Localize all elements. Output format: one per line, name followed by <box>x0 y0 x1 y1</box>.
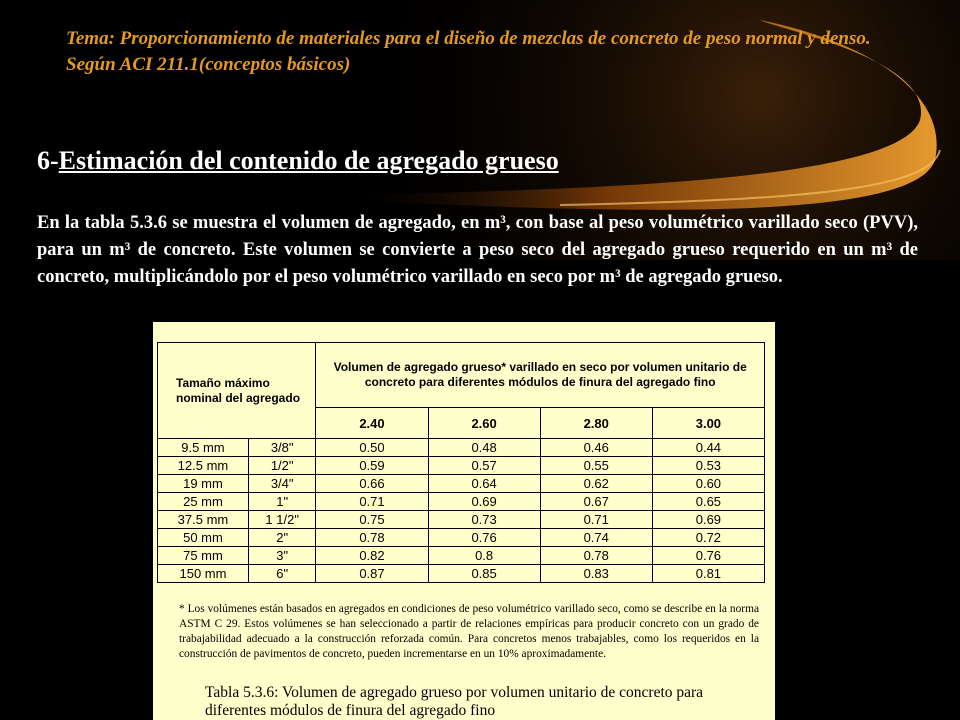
topic-title: Tema: Proporcionamiento de materiales para el diseño de mezclas de concreto de peso normal y denso. Según ACI 211.1(conceptos básicos) <box>66 28 871 75</box>
cell-value: 0.69 <box>652 511 764 529</box>
cell-value: 0.55 <box>540 457 652 475</box>
table-row <box>158 439 765 457</box>
header-aggregate-size: Tamaño máximo nominal del agregado <box>158 343 316 439</box>
section-title: Estimación del contenido de agregado grueso <box>58 146 559 175</box>
cell-value: 0.76 <box>652 547 764 565</box>
cell-size-inch: 6" <box>248 565 315 583</box>
cell-value: 0.72 <box>652 529 764 547</box>
fineness-header: 3.00 <box>652 408 764 439</box>
cell-value: 0.71 <box>316 493 428 511</box>
cell-size-inch: 1/2" <box>248 457 315 475</box>
table-caption: Tabla 5.3.6: Volumen de agregado grueso por volumen unitario de concreto para diferentes módulos de finura del agregado fino <box>205 684 704 719</box>
cell-value: 0.67 <box>540 493 652 511</box>
cell-value: 0.78 <box>540 547 652 565</box>
cell-value: 0.76 <box>428 529 540 547</box>
section-paragraph: En la tabla 5.3.6 se muestra el volumen de agregado, en m³, con base al peso volumétrico varillado seco (PVV), para un m³ de concreto. Este volumen se convierte a peso seco del agregado grueso requerido en un m³ de concreto, multiplicándolo por el peso volumétrico varillado en seco por m³ de agregado grueso. <box>37 213 918 287</box>
cell-value: 0.50 <box>316 439 428 457</box>
cell-value: 0.53 <box>652 457 764 475</box>
cell-value: 0.62 <box>540 475 652 493</box>
cell-size-mm: 25 mm <box>158 493 249 511</box>
cell-size-mm: 12.5 mm <box>158 457 249 475</box>
cell-value: 0.82 <box>316 547 428 565</box>
cell-value: 0.73 <box>428 511 540 529</box>
table-row <box>158 511 765 529</box>
cell-size-inch: 1" <box>248 493 315 511</box>
cell-value: 0.46 <box>540 439 652 457</box>
fineness-header: 2.80 <box>540 408 652 439</box>
cell-value: 0.71 <box>540 511 652 529</box>
cell-size-inch: 1 1/2" <box>248 511 315 529</box>
header-volume: Volumen de agregado grueso* varillado en seco por volumen unitario de concreto para diferentes módulos de finura del agregado fino <box>316 343 765 408</box>
cell-value: 0.8 <box>428 547 540 565</box>
cell-size-mm: 9.5 mm <box>158 439 249 457</box>
table-row <box>158 547 765 565</box>
cell-size-inch: 3/8" <box>248 439 315 457</box>
cell-size-mm: 19 mm <box>158 475 249 493</box>
cell-value: 0.66 <box>316 475 428 493</box>
cell-value: 0.83 <box>540 565 652 583</box>
cell-value: 0.59 <box>316 457 428 475</box>
table-row <box>158 475 765 493</box>
cell-size-mm: 150 mm <box>158 565 249 583</box>
cell-value: 0.81 <box>652 565 764 583</box>
cell-value: 0.69 <box>428 493 540 511</box>
cell-value: 0.74 <box>540 529 652 547</box>
cell-value: 0.44 <box>652 439 764 457</box>
cell-size-inch: 3/4" <box>248 475 315 493</box>
table-row <box>158 457 765 475</box>
cell-value: 0.60 <box>652 475 764 493</box>
cell-value: 0.48 <box>428 439 540 457</box>
cell-value: 0.64 <box>428 475 540 493</box>
cell-value: 0.65 <box>652 493 764 511</box>
cell-size-inch: 3" <box>248 547 315 565</box>
cell-size-mm: 50 mm <box>158 529 249 547</box>
table-row <box>158 565 765 583</box>
cell-value: 0.57 <box>428 457 540 475</box>
table-footnote: * Los volúmenes están basados en agregados en condiciones de peso volumétrico varillado seco, como se describe en la norma ASTM C 29. Estos volúmenes se han seleccionado a partir de relaciones empíricas para producir concreto con un grado de trabajabilidad adecuado a la construcción reforzada común. Para concretos menos trabajables, como los requeridos en la construcción de pavimentos de concreto, pueden incrementarse en un 10% aproximadamente. <box>179 603 759 660</box>
cell-value: 0.85 <box>428 565 540 583</box>
section-number: 6- <box>37 146 59 175</box>
aggregate-volume-table <box>157 342 765 583</box>
cell-value: 0.75 <box>316 511 428 529</box>
cell-value: 0.78 <box>316 529 428 547</box>
cell-value: 0.87 <box>316 565 428 583</box>
section-heading <box>37 146 559 176</box>
fineness-header: 2.40 <box>316 408 428 439</box>
table-panel <box>153 322 775 720</box>
table-row <box>158 493 765 511</box>
fineness-header: 2.60 <box>428 408 540 439</box>
cell-size-mm: 75 mm <box>158 547 249 565</box>
cell-size-mm: 37.5 mm <box>158 511 249 529</box>
cell-size-inch: 2" <box>248 529 315 547</box>
table-row <box>158 529 765 547</box>
